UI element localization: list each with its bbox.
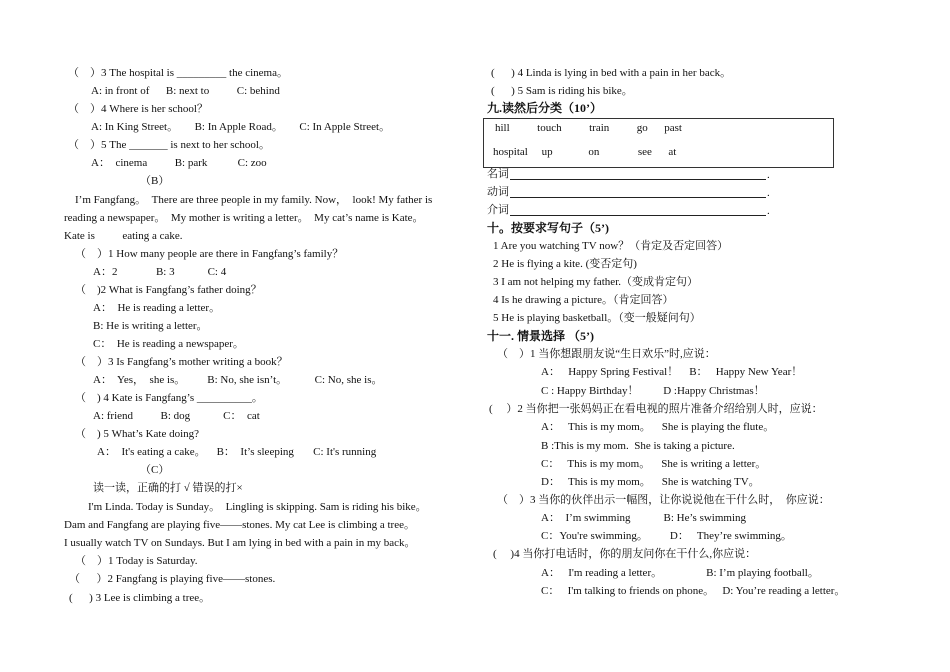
answer-line[interactable] — [510, 215, 766, 216]
left-text-line: A：2 B: 3 C: 4 — [93, 266, 227, 278]
right-text-line: hill touch train go past — [495, 122, 682, 134]
left-text-line: A： It's eating a cake。 B： It’s sleeping C: It's running — [97, 446, 377, 458]
left-text-line: （ ）3 The hospital is _________ the cinema。 — [68, 67, 288, 79]
left-text-line: （ ）1 Today is Saturday. — [75, 555, 198, 567]
right-text-line: A： This is my mom。 She is playing the flute。 — [541, 421, 775, 433]
line-end-period: . — [767, 205, 770, 217]
right-text-line: ( ）2 当你把一张妈妈正在看电视的照片准备介绍给别人时，应说： — [489, 403, 823, 415]
right-text-line: 九.读然后分类（10’） — [487, 101, 602, 115]
left-text-line: （ ）5 The _______ is next to her school。 — [68, 139, 270, 151]
right-text-line: A： Happy Spring Festival！ B： Happy New Year！ — [541, 366, 803, 378]
left-text-line: B: He is writing a letter。 — [93, 320, 208, 332]
right-text-line: 4 Is he drawing a picture。（肯定回答） — [493, 294, 674, 306]
word-box — [483, 118, 834, 168]
left-text-line: Dam and Fangfang are playing five——stones. My cat Lee is climbing a tree。 — [64, 519, 415, 531]
left-text-line: Kate is eating a cake. — [64, 230, 183, 242]
right-text-line: hospital up on see at — [493, 146, 677, 158]
right-text-line: （ ）3 当你的伙伴出示一幅图，让你说说他在干什么时， 你应说： — [497, 494, 830, 506]
right-text-line: 5 He is playing basketball。（变一般疑问句） — [493, 312, 701, 324]
line-end-period: . — [767, 169, 770, 181]
right-text-line: C : Happy Birthday！ D :Happy Christmas！ — [541, 385, 765, 397]
answer-line[interactable] — [510, 197, 766, 198]
right-text-line: C：You're swimming。 D： They’re swimming。 — [541, 530, 792, 542]
right-text-line: 名词 — [487, 168, 509, 180]
right-text-line: 介词 — [487, 204, 509, 216]
left-text-line: reading a newspaper。 My mother is writing a letter。 My cat’s name is Kate。 — [64, 212, 424, 224]
left-text-line: A: in front of B: next to C: behind — [91, 85, 280, 97]
right-text-line: ( ) 4 Linda is lying in bed with a pain in her back。 — [491, 67, 732, 79]
right-text-line: B :This is my mom. She is taking a picture. — [541, 440, 735, 452]
left-text-line: （ ）4 Where is her school？ — [68, 103, 208, 115]
left-text-line: I'm Linda. Today is Sunday。 Lingling is skipping. Sam is riding his bike。 — [88, 501, 427, 513]
left-text-line: （ )2 What is Fangfang’s father doing？ — [75, 284, 262, 296]
left-text-line: （ ）1 How many people are there in Fangfang’s family？ — [75, 248, 344, 260]
right-text-line: A： I'm reading a letter。 B: I’m playing football。 — [541, 567, 819, 579]
left-text-line: （ ) 5 What’s Kate doing? — [75, 428, 200, 440]
right-text-line: （ ）1 当你想跟朋友说“生日欢乐”时,应说： — [497, 348, 716, 360]
left-text-line: （C） — [140, 464, 170, 476]
left-text-line: I’m Fangfang。 There are three people in my family. Now， look! My father is — [75, 194, 433, 206]
left-text-line: （ ）2 Fangfang is playing five——stones. — [69, 573, 276, 585]
line-end-period: . — [767, 187, 770, 199]
right-text-line: C： I'm talking to friends on phone。 D: You’re reading a letter。 — [541, 585, 846, 597]
right-text-line: 3 I am not helping my father.（变成肯定句） — [493, 276, 698, 288]
right-text-line: 动词 — [487, 186, 509, 198]
left-text-line: A： cinema B: park C: zoo — [91, 157, 267, 169]
right-text-line: ( ) 5 Sam is riding his bike。 — [491, 85, 633, 97]
left-text-line: A： Yes， she is。 B: No, she isn’t。 C: No, she is。 — [93, 374, 383, 386]
left-text-line: ( ) 3 Lee is climbing a tree。 — [69, 592, 211, 604]
right-text-line: ( )4 当你打电话时，你的朋友问你在干什么,你应说： — [493, 548, 757, 560]
left-text-line: （B） — [140, 175, 170, 187]
right-text-line: D： This is my mom。 She is watching TV。 — [541, 476, 760, 488]
right-text-line: A： I’m swimming B: He’s swimming — [541, 512, 747, 524]
left-text-line: （ ）3 Is Fangfang’s mother writing a book？ — [75, 356, 288, 368]
left-text-line: 读一读，正确的打 √ 错误的打× — [93, 482, 243, 494]
left-text-line: A: friend B: dog C： cat — [93, 410, 260, 422]
left-text-line: I usually watch TV on Sundays. But I am lying in bed with a pain in my back。 — [64, 537, 416, 549]
right-text-line: 十一. 情景选择 （5’) — [487, 329, 594, 343]
left-text-line: A: In King Street。 B: In Apple Road。 C: In Apple Street。 — [91, 121, 391, 133]
right-text-line: 1 Are you watching TV now？（肯定及否定回答） — [493, 240, 729, 252]
left-text-line: （ ) 4 Kate is Fangfang’s __________。 — [75, 392, 263, 404]
left-text-line: A： He is reading a letter。 — [93, 302, 221, 314]
answer-line[interactable] — [510, 179, 766, 180]
right-text-line: 2 He is flying a kite. (变否定句) — [493, 258, 637, 270]
left-text-line: C： He is reading a newspaper。 — [93, 338, 244, 350]
right-text-line: 十。按要求写句子（5’) — [487, 221, 609, 235]
right-text-line: C： This is my mom。 She is writing a letter。 — [541, 458, 767, 470]
